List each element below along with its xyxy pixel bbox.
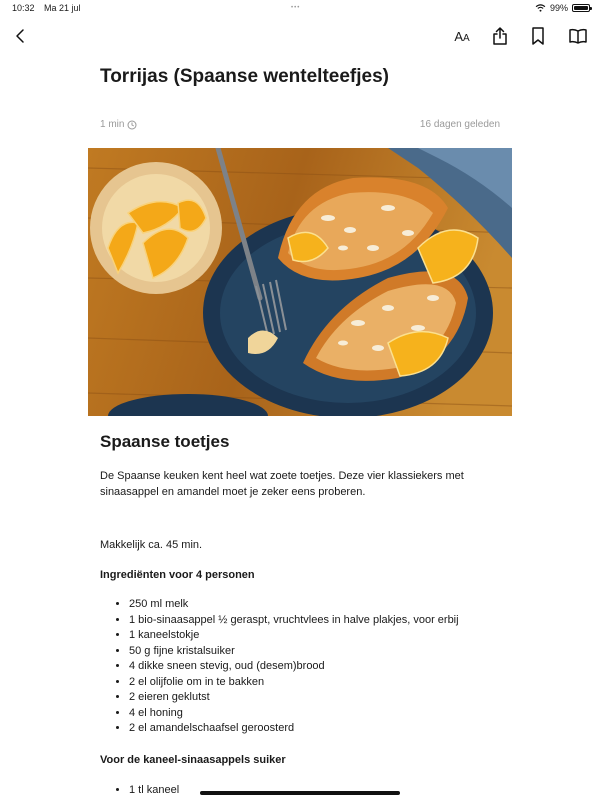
bookmark-icon bbox=[531, 27, 545, 45]
ingredients-heading: Ingrediënten voor 4 personen bbox=[100, 569, 255, 581]
chevron-left-icon bbox=[14, 28, 26, 44]
difficulty-text: Makkelijk ca. 45 min. bbox=[100, 539, 203, 551]
reading-mode-button[interactable] bbox=[566, 24, 590, 48]
article-age: 16 dagen geleden bbox=[419, 119, 500, 130]
back-button[interactable] bbox=[8, 24, 32, 48]
book-icon bbox=[569, 28, 587, 44]
sugar-list bbox=[100, 783, 179, 799]
list-item: • 1 tl kaneel bbox=[129, 783, 179, 799]
article-meta bbox=[100, 119, 500, 130]
hero-image bbox=[88, 148, 512, 416]
share-button[interactable] bbox=[488, 24, 512, 48]
status-date: Ma 21 jul bbox=[44, 3, 81, 13]
list-item: • 4 dikke sneen stevig, oud (desem)brood bbox=[129, 659, 459, 675]
share-icon bbox=[492, 27, 508, 45]
list-item: • 1 kaneelstokje bbox=[129, 628, 459, 644]
sugar-heading: Voor de kaneel-sinaasappels suiker bbox=[100, 754, 286, 766]
wifi-icon bbox=[535, 4, 546, 12]
bookmark-button[interactable] bbox=[526, 24, 550, 48]
list-item: • 4 el honing bbox=[129, 706, 459, 722]
multitasking-dots: ••• bbox=[291, 5, 301, 11]
list-item: • 50 g fijne kristalsuiker bbox=[129, 644, 459, 660]
ingredients-list bbox=[100, 597, 459, 737]
list-item: • 2 el amandelschaafsel geroosterd bbox=[129, 721, 459, 737]
font-size-icon bbox=[454, 29, 469, 44]
article-title: Torrijas (Spaanse wentelteefjes) bbox=[100, 66, 389, 87]
text-size-button[interactable] bbox=[450, 24, 474, 48]
reader-toolbar bbox=[0, 20, 600, 50]
status-bar bbox=[0, 0, 600, 16]
font-size-small: A bbox=[463, 32, 470, 44]
status-right bbox=[535, 3, 590, 13]
clock-icon bbox=[127, 120, 137, 130]
battery-icon bbox=[572, 4, 590, 12]
list-item: • 2 el olijfolie om in te bakken bbox=[129, 675, 459, 691]
read-time-label: 1 min bbox=[100, 119, 125, 130]
intro-paragraph: De Spaanse keuken kent heel wat zoete toetjes. Deze vier klassiekers met sinaasappel en amandel moet je zeker eens proberen. bbox=[100, 470, 464, 498]
read-time bbox=[100, 119, 137, 130]
list-item: • 1 bio-sinaasappel ½ geraspt, vruchtvlees in halve plakjes, voor erbij bbox=[129, 613, 459, 629]
status-time: 10:32 bbox=[12, 3, 35, 13]
list-item: • 2 eieren geklutst bbox=[129, 690, 459, 706]
home-indicator[interactable] bbox=[200, 791, 400, 795]
font-size-large: A bbox=[454, 28, 463, 44]
list-item: • 250 ml melk bbox=[129, 597, 459, 613]
battery-percent: 99% bbox=[549, 3, 568, 13]
section-title: Spaanse toetjes bbox=[100, 432, 230, 451]
